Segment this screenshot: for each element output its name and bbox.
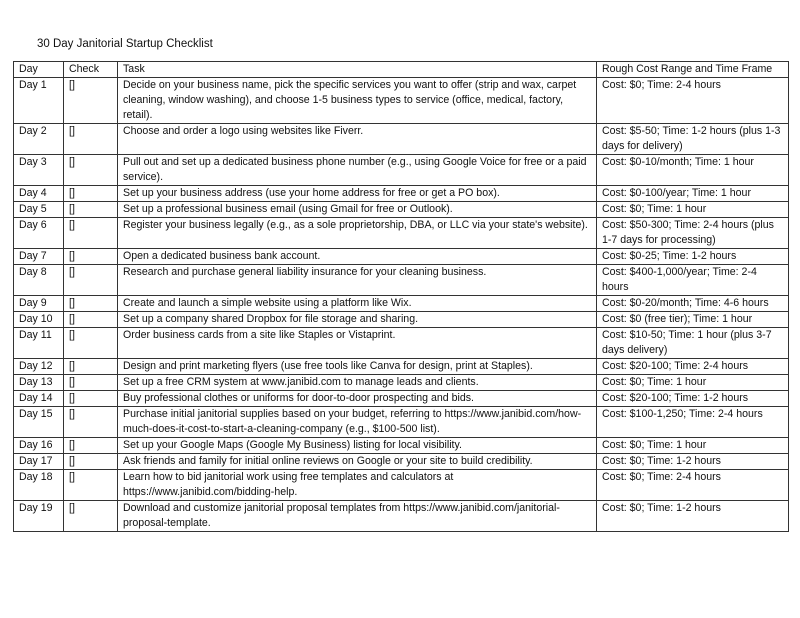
- table-row: [14, 265, 789, 296]
- cost-time-cell: Cost: $0; Time: 2-4 hours: [597, 78, 789, 124]
- check-box-cell[interactable]: []: [64, 202, 118, 218]
- check-box-cell[interactable]: []: [64, 454, 118, 470]
- task-cell: Set up a free CRM system at www.janibid.com to manage leads and clients.: [118, 375, 597, 391]
- cost-time-cell: Cost: $0; Time: 1 hour: [597, 202, 789, 218]
- cost-time-cell: Cost: $5-50; Time: 1-2 hours (plus 1-3 days for delivery): [597, 124, 789, 155]
- header-row: [14, 62, 789, 78]
- check-box-cell[interactable]: []: [64, 78, 118, 124]
- task-cell: Order business cards from a site like Staples or Vistaprint.: [118, 328, 597, 359]
- check-box-cell[interactable]: []: [64, 155, 118, 186]
- cost-time-cell: Cost: $50-300; Time: 2-4 hours (plus 1-7 days for processing): [597, 218, 789, 249]
- day-cell: Day 18: [14, 470, 64, 501]
- checklist-table: [13, 61, 789, 532]
- check-box-cell[interactable]: []: [64, 438, 118, 454]
- check-box-cell[interactable]: []: [64, 218, 118, 249]
- check-box-cell[interactable]: []: [64, 328, 118, 359]
- table-row: [14, 438, 789, 454]
- check-box-cell[interactable]: []: [64, 296, 118, 312]
- cost-time-cell: Cost: $20-100; Time: 1-2 hours: [597, 391, 789, 407]
- cost-time-cell: Cost: $400-1,000/year; Time: 2-4 hours: [597, 265, 789, 296]
- table-row: [14, 78, 789, 124]
- day-cell: Day 5: [14, 202, 64, 218]
- task-cell: Pull out and set up a dedicated business phone number (e.g., using Google Voice for free or a paid service).: [118, 155, 597, 186]
- task-cell: Register your business legally (e.g., as a sole proprietorship, DBA, or LLC via your state's website).: [118, 218, 597, 249]
- task-cell: Set up a professional business email (using Gmail for free or Outlook).: [118, 202, 597, 218]
- day-cell: Day 9: [14, 296, 64, 312]
- table-row: [14, 218, 789, 249]
- table-row: [14, 155, 789, 186]
- check-box-cell[interactable]: []: [64, 249, 118, 265]
- day-cell: Day 1: [14, 78, 64, 124]
- table-row: [14, 124, 789, 155]
- cost-time-cell: Cost: $0; Time: 2-4 hours: [597, 470, 789, 501]
- check-box-cell[interactable]: []: [64, 186, 118, 202]
- task-cell: Design and print marketing flyers (use free tools like Canva for design, print at Staples).: [118, 359, 597, 375]
- task-cell: Buy professional clothes or uniforms for door-to-door prospecting and bids.: [118, 391, 597, 407]
- day-cell: Day 2: [14, 124, 64, 155]
- task-cell: Set up your business address (use your home address for free or get a PO box).: [118, 186, 597, 202]
- task-cell: Download and customize janitorial proposal templates from https://www.janibid.com/janitorial-proposal-template.: [118, 501, 597, 532]
- day-cell: Day 7: [14, 249, 64, 265]
- check-box-cell[interactable]: []: [64, 265, 118, 296]
- task-cell: Create and launch a simple website using a platform like Wix.: [118, 296, 597, 312]
- cost-time-cell: Cost: $0; Time: 1 hour: [597, 375, 789, 391]
- check-box-cell[interactable]: []: [64, 124, 118, 155]
- check-box-cell[interactable]: []: [64, 470, 118, 501]
- day-cell: Day 19: [14, 501, 64, 532]
- check-box-cell[interactable]: []: [64, 407, 118, 438]
- table-row: [14, 328, 789, 359]
- check-box-cell[interactable]: []: [64, 359, 118, 375]
- day-cell: Day 14: [14, 391, 64, 407]
- day-cell: Day 16: [14, 438, 64, 454]
- header-cost: Rough Cost Range and Time Frame: [597, 62, 789, 78]
- document-title: 30 Day Janitorial Startup Checklist: [37, 38, 213, 50]
- cost-time-cell: Cost: $10-50; Time: 1 hour (plus 3-7 days delivery): [597, 328, 789, 359]
- check-box-cell[interactable]: []: [64, 391, 118, 407]
- header-task: Task: [118, 62, 597, 78]
- cost-time-cell: Cost: $0-25; Time: 1-2 hours: [597, 249, 789, 265]
- table-row: [14, 202, 789, 218]
- table-row: [14, 501, 789, 532]
- day-cell: Day 17: [14, 454, 64, 470]
- cost-time-cell: Cost: $0-100/year; Time: 1 hour: [597, 186, 789, 202]
- check-box-cell[interactable]: []: [64, 312, 118, 328]
- check-box-cell[interactable]: []: [64, 375, 118, 391]
- task-cell: Research and purchase general liability insurance for your cleaning business.: [118, 265, 597, 296]
- task-cell: Ask friends and family for initial online reviews on Google or your site to build credibility.: [118, 454, 597, 470]
- day-cell: Day 12: [14, 359, 64, 375]
- header-day: Day: [14, 62, 64, 78]
- cost-time-cell: Cost: $20-100; Time: 2-4 hours: [597, 359, 789, 375]
- table-row: [14, 375, 789, 391]
- cost-time-cell: Cost: $0-20/month; Time: 4-6 hours: [597, 296, 789, 312]
- table-row: [14, 470, 789, 501]
- task-cell: Decide on your business name, pick the specific services you want to offer (strip and wax, carpet cleaning, window washing), and choose 1-5 business types to service (office, medical, factory, retail).: [118, 78, 597, 124]
- day-cell: Day 10: [14, 312, 64, 328]
- checklist-body: [14, 78, 789, 532]
- task-cell: Set up a company shared Dropbox for file storage and sharing.: [118, 312, 597, 328]
- day-cell: Day 13: [14, 375, 64, 391]
- task-cell: Open a dedicated business bank account.: [118, 249, 597, 265]
- check-box-cell[interactable]: []: [64, 501, 118, 532]
- day-cell: Day 4: [14, 186, 64, 202]
- day-cell: Day 8: [14, 265, 64, 296]
- task-cell: Learn how to bid janitorial work using free templates and calculators at https://www.janibid.com/bidding-help.: [118, 470, 597, 501]
- table-row: [14, 407, 789, 438]
- table-row: [14, 249, 789, 265]
- cost-time-cell: Cost: $0-10/month; Time: 1 hour: [597, 155, 789, 186]
- table-row: [14, 359, 789, 375]
- task-cell: Set up your Google Maps (Google My Business) listing for local visibility.: [118, 438, 597, 454]
- day-cell: Day 6: [14, 218, 64, 249]
- cost-time-cell: Cost: $0; Time: 1-2 hours: [597, 501, 789, 532]
- day-cell: Day 11: [14, 328, 64, 359]
- table-row: [14, 454, 789, 470]
- table-row: [14, 186, 789, 202]
- cost-time-cell: Cost: $0; Time: 1-2 hours: [597, 454, 789, 470]
- cost-time-cell: Cost: $0; Time: 1 hour: [597, 438, 789, 454]
- day-cell: Day 3: [14, 155, 64, 186]
- table-row: [14, 312, 789, 328]
- table-row: [14, 296, 789, 312]
- task-cell: Choose and order a logo using websites like Fiverr.: [118, 124, 597, 155]
- task-cell: Purchase initial janitorial supplies based on your budget, referring to https://www.janibid.com/how-much-does-it-cost-to-start-a-cleaning-company (e.g., $100-500 list).: [118, 407, 597, 438]
- cost-time-cell: Cost: $100-1,250; Time: 2-4 hours: [597, 407, 789, 438]
- header-check: Check: [64, 62, 118, 78]
- table-row: [14, 391, 789, 407]
- cost-time-cell: Cost: $0 (free tier); Time: 1 hour: [597, 312, 789, 328]
- day-cell: Day 15: [14, 407, 64, 438]
